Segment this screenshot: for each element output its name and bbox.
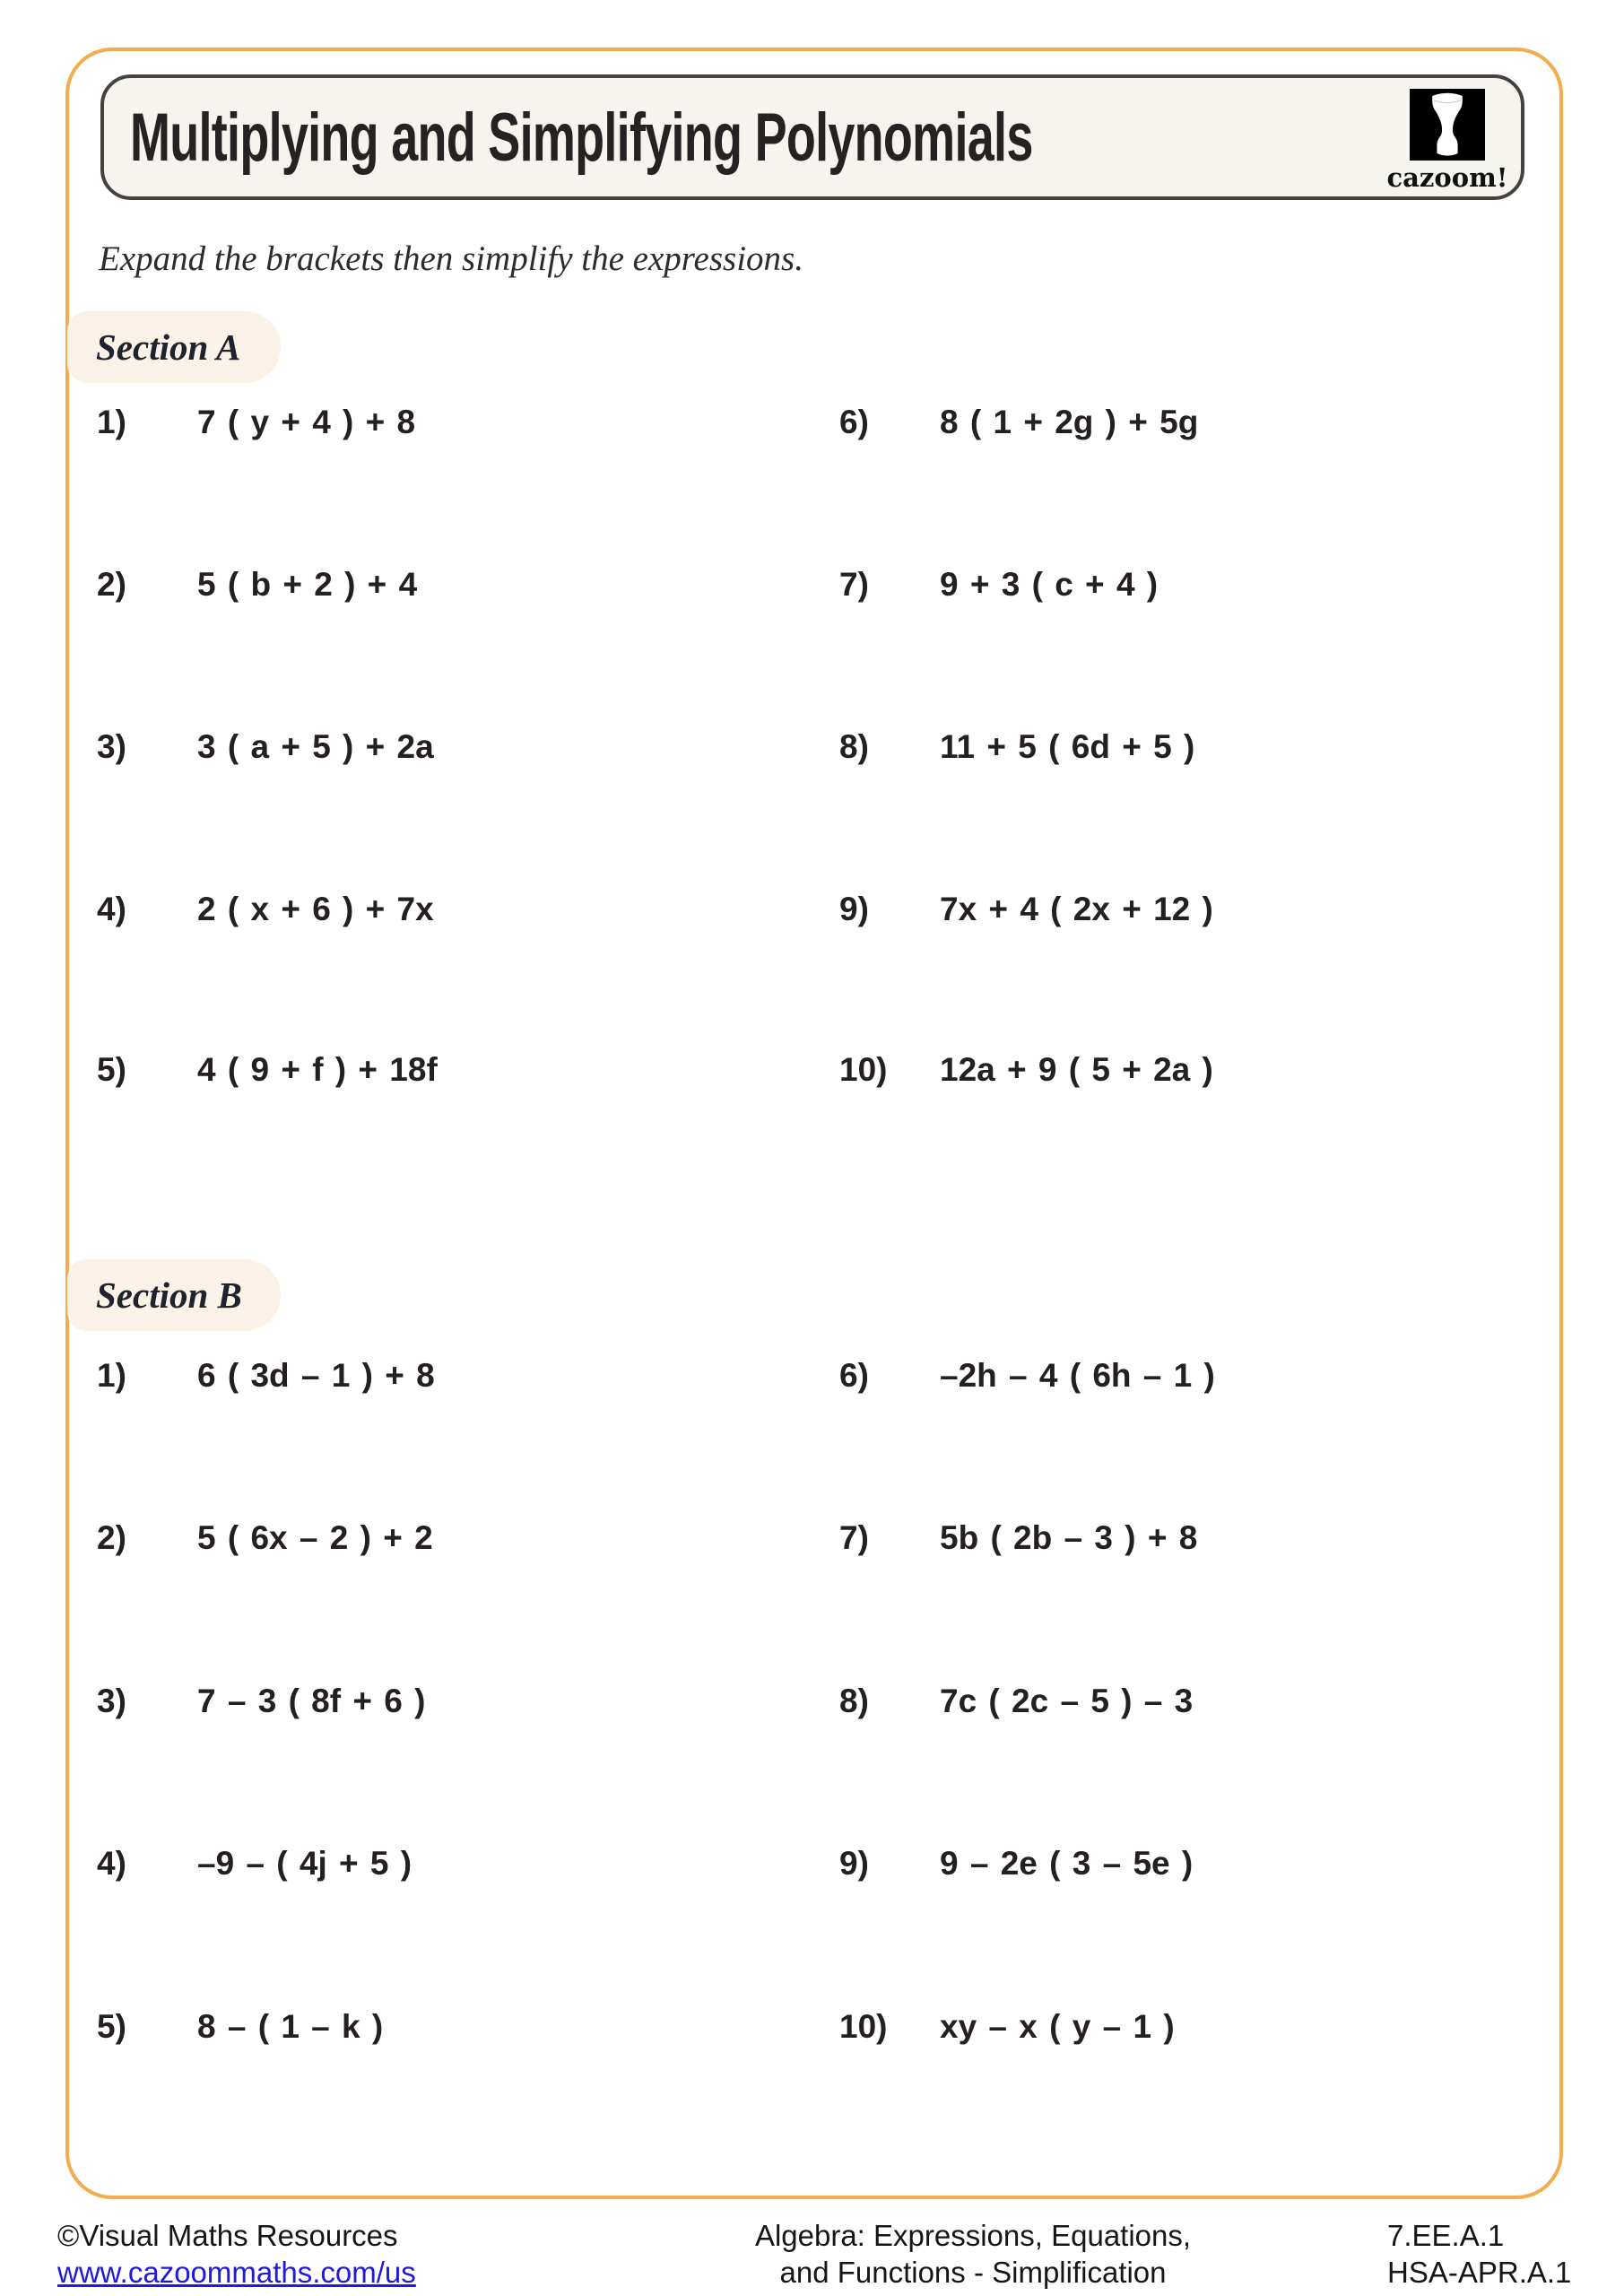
problem-number: 2): [97, 1519, 126, 1556]
footer-standards-block: [1387, 2217, 1571, 2291]
problem-expression: 5 ( b + 2 ) + 4: [197, 566, 418, 603]
section-b-pill: [67, 1259, 281, 1331]
problem-expression: 5 ( 6x – 2 ) + 2: [197, 1519, 433, 1556]
problem-expression: 5b ( 2b – 3 ) + 8: [940, 1519, 1198, 1556]
problem-row-b8: [0, 1683, 1624, 1727]
problem-expression: –9 – ( 4j + 5 ): [197, 1845, 413, 1882]
problem-number: 4): [97, 891, 126, 927]
instruction-text: Expand the brackets then simplify the expressions.: [99, 239, 803, 278]
problem-expression: 7 – 3 ( 8f + 6 ): [197, 1683, 426, 1719]
problem-number: 3): [97, 728, 126, 765]
problem-row-a7: [0, 566, 1624, 611]
website-link[interactable]: www.cazoommaths.com/us: [57, 2256, 416, 2289]
problem-expression: 2 ( x + 6 ) + 7x: [197, 891, 434, 927]
worksheet-header: [100, 74, 1524, 200]
problem-number: 10): [839, 2008, 888, 2045]
problem-number: 7): [839, 1519, 869, 1556]
problem-expression: 11 + 5 ( 6d + 5 ): [940, 728, 1195, 765]
problem-expression: 8 ( 1 + 2g ) + 5g: [940, 404, 1199, 440]
problem-row-a9: [0, 891, 1624, 935]
problem-number: 4): [97, 1845, 126, 1882]
problem-number: 6): [839, 1357, 869, 1394]
section-b-label: Section B: [96, 1274, 242, 1316]
category-line-1: Algebra: Expressions, Equations,: [754, 2219, 1192, 2252]
problem-number: 8): [839, 728, 869, 765]
problem-number: 9): [839, 1845, 869, 1882]
problem-expression: 7 ( y + 4 ) + 8: [197, 404, 416, 440]
problem-number: 10): [839, 1051, 888, 1088]
problem-number: 1): [97, 404, 126, 440]
problem-expression: 4 ( 9 + f ) + 18f: [197, 1051, 438, 1088]
problem-number: 9): [839, 891, 869, 927]
problem-expression: xy – x ( y – 1 ): [940, 2008, 1175, 2045]
copyright-text: ©Visual Maths Resources: [57, 2219, 398, 2252]
problem-number: 6): [839, 404, 869, 440]
problem-row-b9: [0, 1845, 1624, 1890]
problem-expression: 9 – 2e ( 3 – 5e ): [940, 1845, 1194, 1882]
section-a-pill: [67, 311, 281, 383]
problem-number: 2): [97, 566, 126, 603]
page-title: [130, 78, 1402, 196]
footer-copyright-block: [57, 2217, 416, 2291]
problem-number: 5): [97, 2008, 126, 2045]
problem-row-a6: [0, 404, 1624, 448]
problem-expression: 9 + 3 ( c + 4 ): [940, 566, 1159, 603]
problem-expression: 6 ( 3d – 1 ) + 8: [197, 1357, 435, 1394]
problem-number: 7): [839, 566, 869, 603]
cazoom-logo: [1385, 89, 1510, 193]
problem-row-a8: [0, 728, 1624, 773]
problem-expression: 7c ( 2c – 5 ) – 3: [940, 1683, 1194, 1719]
page-title-text: Multiplying and Simplifying Polynomials: [130, 99, 1033, 176]
problem-expression: 3 ( a + 5 ) + 2a: [197, 728, 434, 765]
problem-expression: 7x + 4 ( 2x + 12 ): [940, 891, 1213, 927]
standard-code-2: HSA-APR.A.1: [1387, 2256, 1572, 2289]
cazoom-logo-text: cazoom!: [1386, 162, 1508, 193]
djembe-drum-icon: [1410, 89, 1485, 161]
problem-row-b6: [0, 1357, 1624, 1402]
problem-number: 5): [97, 1051, 126, 1088]
problem-row-b10: [0, 2008, 1624, 2053]
problem-row-a10: [0, 1051, 1624, 1096]
problem-number: 3): [97, 1683, 126, 1719]
standard-code-1: 7.EE.A.1: [1387, 2219, 1505, 2252]
problem-expression: 8 – ( 1 – k ): [197, 2008, 384, 2045]
problem-expression: –2h – 4 ( 6h – 1 ): [940, 1357, 1215, 1394]
problem-row-b7: [0, 1519, 1624, 1564]
problem-number: 1): [97, 1357, 126, 1394]
category-line-2: and Functions - Simplification: [779, 2256, 1167, 2289]
footer-category-block: [614, 2217, 1332, 2291]
section-a-label: Section A: [96, 326, 241, 368]
problem-number: 8): [839, 1683, 869, 1719]
problem-expression: 12a + 9 ( 5 + 2a ): [940, 1051, 1213, 1088]
